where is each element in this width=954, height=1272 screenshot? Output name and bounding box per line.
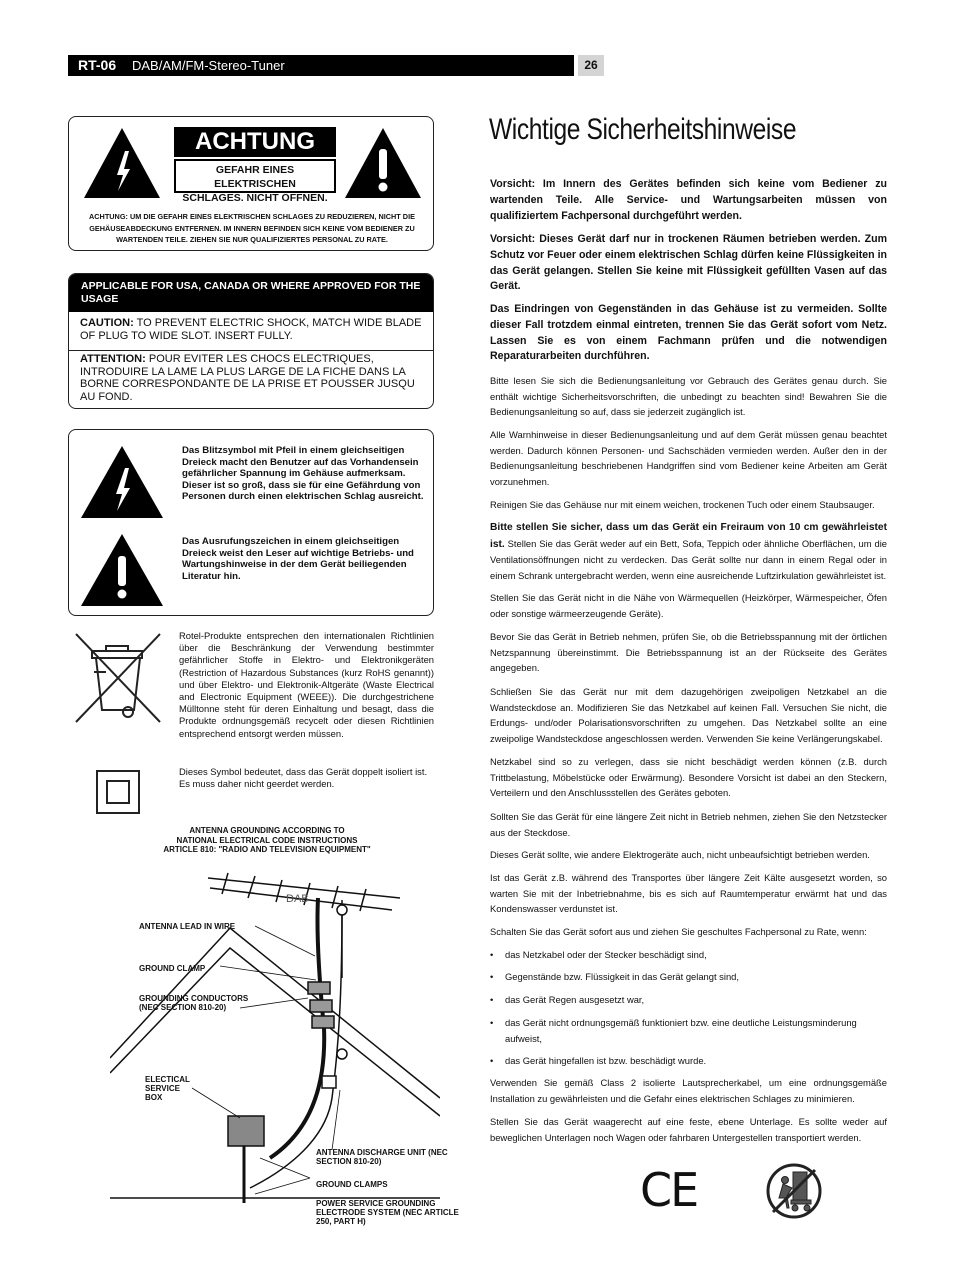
paragraph-7-rest: Stellen Sie das Gerät weder auf ein Bett, Sofa, Teppich oder ähnliche Oberflächen, um die Ventilationsöffnungen nicht zu verdecken. Das Gerät sollte nur dann in einem Regal oder in einem Schrank untergebracht werden, wenn eine ausreichende Luftzirkulation gewährleistet ist. [490, 537, 887, 581]
bullet-dot: • [490, 971, 494, 982]
antenna-title-line1: ANTENNA GROUNDING ACCORDING TO [189, 826, 345, 835]
paragraph-13: Dieses Gerät sollte, wie andere Elektrogeräte auch, nicht unbeaufsichtigt betrieben werden. [490, 849, 870, 860]
caution-label: CAUTION: [80, 317, 134, 329]
paragraph-9: Bevor Sie das Gerät in Betrieb nehmen, prüfen Sie, ob die Betriebsspannung mit der örtlichen Netzspannung übereinstimmt. Die Betriebsspannung ist an der Rückseite des Gerätes angegeben. [490, 631, 887, 674]
weee-text: Rotel-Produkte entsprechen den internationalen Richtlinien über die Beschränkung der Verwendung bestimmter gefährlicher Stoffe in Elektro- und Elektronikgeräten (Restriction of Hazardous Substances (kurz RoHS genannt)) und über Elektro- und Elektronik-Altgeräte (Waste Electrical and Electronic Equipment (WEEE)). Die durchgestrichene Mülltonne steht für deren Einhaltung und besagt, dass die Produkte ordnungsgemäß recycelt oder diesen Richtlinien entsprechend entsorgt werden müssen. [179, 630, 434, 739]
bullet-dot: • [490, 1017, 494, 1028]
achtung-subtitle-line1: GEFAHR EINES ELEKTRISCHEN [214, 164, 296, 190]
antenna-title-line2: NATIONAL ELECTRICAL CODE INSTRUCTIONS [176, 835, 358, 845]
paragraph-12: Sollten Sie das Gerät für eine längere Zeit nicht in Betrieb nehmen, ziehen Sie den Netzstecker aus der Steckdose. [490, 811, 887, 838]
paragraph-3: Das Eindringen von Gegenständen in das Gehäuse ist zu vermeiden. Sollte dieser Fall trotzdem einmal eintreten, trennen Sie das Gerät sofort vom Netz. Lassen Sie es von einem Fachmann prüfen und die notwendigen Reparaturarbeiten durchführen. [490, 303, 887, 363]
model-name: RT-06 [78, 57, 117, 73]
no-cart-transport-icon [765, 1162, 823, 1220]
product-subtitle: DAB/AM/FM-Stereo-Tuner [132, 58, 285, 73]
applicable-box [68, 273, 434, 409]
bullet-item [490, 1015, 887, 1047]
crossed-bin-icon [70, 632, 166, 724]
bullet-item [490, 969, 887, 985]
label-antenna-lead-in-wire: ANTENNA LEAD IN WIRE [139, 922, 236, 931]
exclamation-symbol-text: Das Ausrufungszeichen in einem gleichseitigen Dreieck weist den Leser auf wichtige Betriebs- und Wartungshinweise in der dem Gerät beiliegenden Literatur hin. [182, 536, 414, 582]
lightning-warning-icon [79, 444, 165, 520]
achtung-warning-box [68, 116, 434, 251]
bullet-dot: • [490, 949, 494, 960]
attention-label: ATTENTION: [80, 353, 146, 365]
achtung-text: ACHTUNG: UM DIE GEFAHR EINES ELEKTRISCHEN SCHLAGES ZU REDUZIEREN, NICHT DIE GEHÄUSEABDECKUNG ENTFERNEN. IM INNERN BEFINDEN SICH KEINE VOM BEDIENER ZU WARTENDEN TEILE. ZIEHEN SIE NUR QUALIFIZIERTES PERSONAL ZU RATE. [89, 212, 415, 244]
exclamation-warning-icon [79, 532, 165, 608]
paragraph-15: Schalten Sie das Gerät sofort aus und ziehen Sie geschultes Fachpersonal zu Rate, wenn: [490, 926, 867, 937]
label-power-service-grounding: POWER SERVICE GROUNDING ELECTRODE SYSTEM (NEC ARTICLE 250, PART H) [316, 1199, 459, 1226]
bullet-text: das Gerät nicht ordnungsgemäß funktioniert bzw. eine deutliche Leistungsminderung aufweist, [505, 1017, 857, 1044]
divider [69, 350, 433, 351]
attention-text [80, 353, 430, 403]
label-antenna-discharge-unit: ANTENNA DISCHARGE UNIT (NEC SECTION 810-20) [316, 1148, 448, 1166]
paragraph-10: Schließen Sie das Gerät nur mit dem dazugehörigen zweipoligen Netzkabel an die Wandsteckdose an. Modifizieren Sie das Netzkabel auf keinen Fall. Versuchen Sie nicht, die Erdungs- und/oder Polarisationsvorschriften zu umgehen. Das Netzkabel sollte an eine zweipolige Wandsteckdose angeschlossen werden. Verwenden Sie keine Verlängerungskabel. [490, 686, 887, 744]
paragraph-11: Netzkabel sind so zu verlegen, dass sie nicht beschädigt werden können (z.B. durch Trittbelastung, Möbelstücke oder Erwärmung). Besondere Vorsicht ist dabei an den Steckern, Verteilern und den Anschlussstellen des Gerätes geboten. [490, 756, 887, 799]
bullet-text: Gegenstände bzw. Flüssigkeit in das Gerät gelangt sind, [505, 971, 739, 982]
exclamation-warning-icon [342, 125, 424, 201]
bullet-dot: • [490, 994, 494, 1005]
label-ground-clamps: GROUND CLAMPS [316, 1180, 388, 1189]
page-header [68, 55, 574, 76]
achtung-subtitle [174, 159, 336, 204]
double-insulation-text: Dieses Symbol bedeutet, dass das Gerät doppelt isoliert ist. Es muss daher nicht geerdet werden. [179, 766, 428, 790]
paragraph-1: Vorsicht: Im Innern des Gerätes befinden sich keine vom Bediener zu wartenden Teile. Alle Service- und Wartungsarbeiten müssen von qualifiziertem Fachpersonal durchgeführt werden. [490, 178, 887, 222]
paragraph-16: Verwenden Sie gemäß Class 2 isolierte Lautsprecherkabel, um eine ordnungsgemäße Installation zu gewährleisten und die Gefahr eines elektrischen Schlages zu minimieren. [490, 1077, 887, 1104]
label-ground-clamp: GROUND CLAMP [139, 964, 206, 973]
page-number: 26 [578, 55, 604, 76]
paragraph-17: Stellen Sie das Gerät waagerecht auf eine feste, ebene Unterlage. Es sollte weder auf beweglichen Unterlagen noch Wagen oder fahrbaren Untergestellen transportiert werden. [490, 1116, 887, 1143]
symbol-explanation-box [68, 429, 434, 616]
antenna-diagram-title [120, 826, 414, 855]
paragraph-4: Bitte lesen Sie sich die Bedienungsanleitung vor Gebrauch des Gerätes genau durch. Sie enthält wichtige Sicherheitsvorschriften, die unbedingt zu beachten sind! Bewahren Sie die Bedienungsanleitung so auf, dass sie jederzeit zugänglich ist. [490, 375, 887, 418]
bullet-text: das Gerät hingefallen ist bzw. beschädigt wurde. [505, 1055, 707, 1066]
paragraph-2: Vorsicht: Dieses Gerät darf nur in trockenen Räumen betrieben werden. Zum Schutz vor Feuer oder einem elektrischen Schlag dürfen keine Flüssigkeiten in das Gerät gelangen. Stellen Sie keine mit Flüssigkeit gefüllten Vasen auf das Gerät. [490, 233, 887, 293]
label-electrical-service-box: ELECTICAL SERVICE BOX [145, 1075, 190, 1102]
paragraph-7-bold: Bitte stellen Sie sicher, dass um das Gerät ein Freiraum von 10 cm gewährleistet ist. [490, 522, 887, 550]
bullet-item [490, 992, 887, 1008]
achtung-subtitle-line2: SCHLAGES. NICHT ÖFFNEN. [182, 192, 328, 204]
bullet-item [490, 1053, 887, 1069]
caution-text [80, 317, 430, 342]
achtung-title: ACHTUNG [174, 127, 336, 157]
lightning-warning-icon [81, 125, 163, 201]
paragraph-14: Ist das Gerät z.B. während des Transportes über längere Zeit Kälte ausgesetzt worden, so warten Sie mit der Inbetriebnahme, bis es sich auf Raumtemperatur erwärmt hat und das Kondenswasser verdunstet ist. [490, 872, 887, 915]
caution-body: TO PREVENT ELECTRIC SHOCK, MATCH WIDE BLADE OF PLUG TO WIDE SLOT. INSERT FULLY. [80, 317, 422, 342]
double-insulation-icon [96, 770, 140, 814]
bullet-text: das Gerät Regen ausgesetzt war, [505, 994, 645, 1005]
ce-mark-icon: CE [640, 1163, 698, 1217]
dab-label: DAB [286, 893, 309, 905]
paragraph-6: Reinigen Sie das Gehäuse nur mit einem weichen, trockenen Tuch oder einem Staubsauger. [490, 499, 875, 510]
attention-body: POUR EVITER LES CHOCS ELECTRIQUES, INTRODUIRE LA LAME LA PLUS LARGE DE LA FICHE DANS LA BORNE CORRESPONDANTE DE LA PRISE ET POUSSER JUSQU AU FOND. [80, 353, 415, 403]
bullet-item [490, 947, 887, 963]
paragraph-7 [490, 519, 887, 583]
applicable-header: APPLICABLE FOR USA, CANADA OR WHERE APPROVED FOR THE USAGE [69, 274, 433, 312]
antenna-title-line3: ARTICLE 810: "RADIO AND TELEVISION EQUIPMENT" [163, 845, 371, 854]
paragraph-5: Alle Warnhinweise in dieser Bedienungsanleitung und auf dem Gerät müssen genau beachtet werden. Dadurch können Personen- und Sachschäden vermieden werden. Außer den in der Bedienungsanleitung beschriebenen Handgriffen sind vom Bediener keine Arbeiten am Gerät vorzunehmen. [490, 429, 887, 487]
paragraph-8: Stellen Sie das Gerät nicht in die Nähe von Wärmequellen (Heizkörper, Wärmespeicher, Öfen oder sonstige wärmeerzeugende Geräte). [490, 592, 887, 619]
bullet-text: das Netzkabel oder der Stecker beschädigt sind, [505, 949, 707, 960]
bullet-dot: • [490, 1055, 494, 1066]
label-grounding-conductors: GROUNDING CONDUCTORS (NEC SECTION 810-20) [139, 994, 249, 1012]
antenna-grounding-diagram [110, 858, 440, 1228]
lightning-symbol-text: Das Blitzsymbol mit Pfeil in einem gleichseitigen Dreieck macht den Benutzer auf das Vorhandensein gefährlicher Spannung im Gehäuse aufmerksam. Dieser ist so groß, dass sie für eine Gefährdung von Personen durch einen elektrischen Schlag ausreicht. [182, 445, 424, 502]
page-title: Wichtige Sicherheitshinweise [489, 113, 797, 146]
